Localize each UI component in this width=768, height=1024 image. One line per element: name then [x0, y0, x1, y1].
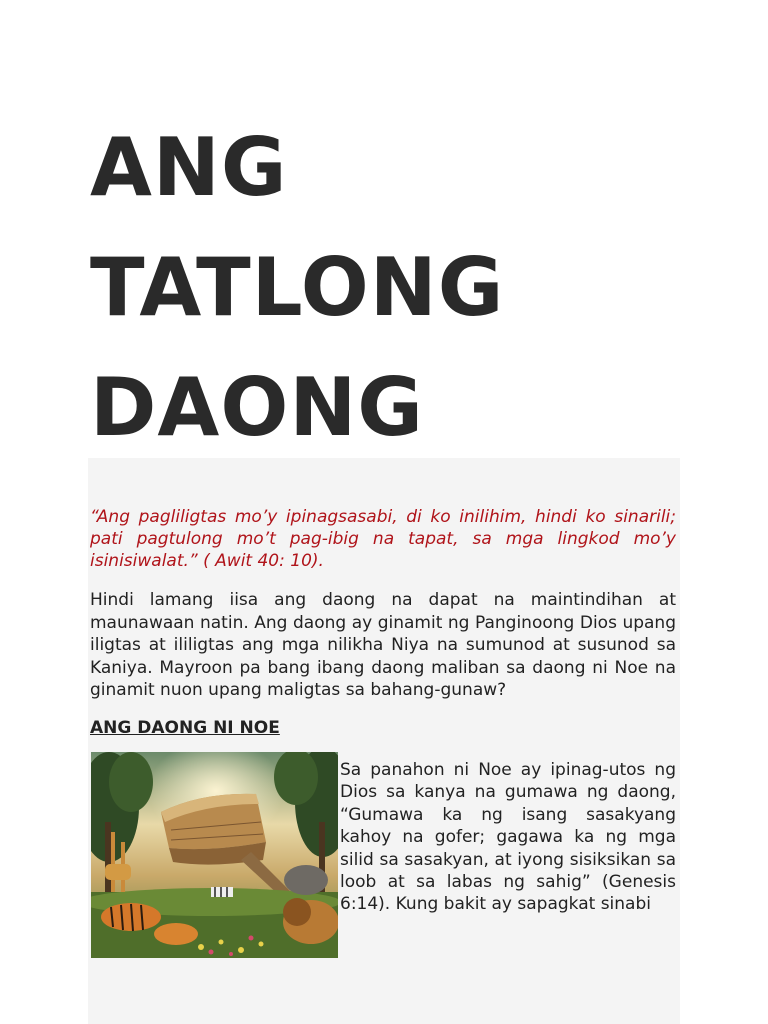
- title-line-3: DAONG: [90, 361, 424, 454]
- noah-ark-illustration: [91, 752, 338, 958]
- title-line-2: TATLONG: [90, 241, 505, 334]
- title-line-1: ANG: [90, 121, 288, 214]
- section-heading: ANG DAONG NI NOE: [90, 718, 280, 738]
- bible-quote: “Ang pagliligtas mo’y ipinagsasabi, di ko inilihim, hindi ko sinarili; pati pagtulong mo’t pag-ibig na tapat, sa mga lingkod mo’y isinisiwalat.” ( Awit 40: 10).: [90, 507, 676, 571]
- document-title: [90, 108, 504, 468]
- intro-paragraph: Hindi lamang iisa ang daong na dapat na maintindihan at maunawaan natin. Ang daong ay ginamit ng Panginoong Dios upang iligtas at ililigtas ang mga nilikha Niya na sumunod at susunod sa Kaniya. Mayroon pa bang ibang daong maliban sa daong ni Noe na ginamit nuon upang maligtas sa bahang-gunaw?: [90, 590, 676, 700]
- section-paragraph: Sa panahon ni Noe ay ipinag-utos ng Dios sa kanya na gumawa ng daong, “Gumawa ka ng isang sasakyang kahoy na gofer; gagawa ka ng mga silid sa sasakyan, at iyong sisiksikan sa loob at sa labas ng sahig” (Genesis 6:14). Kung bakit ay sapagkat sinabi: [340, 760, 676, 915]
